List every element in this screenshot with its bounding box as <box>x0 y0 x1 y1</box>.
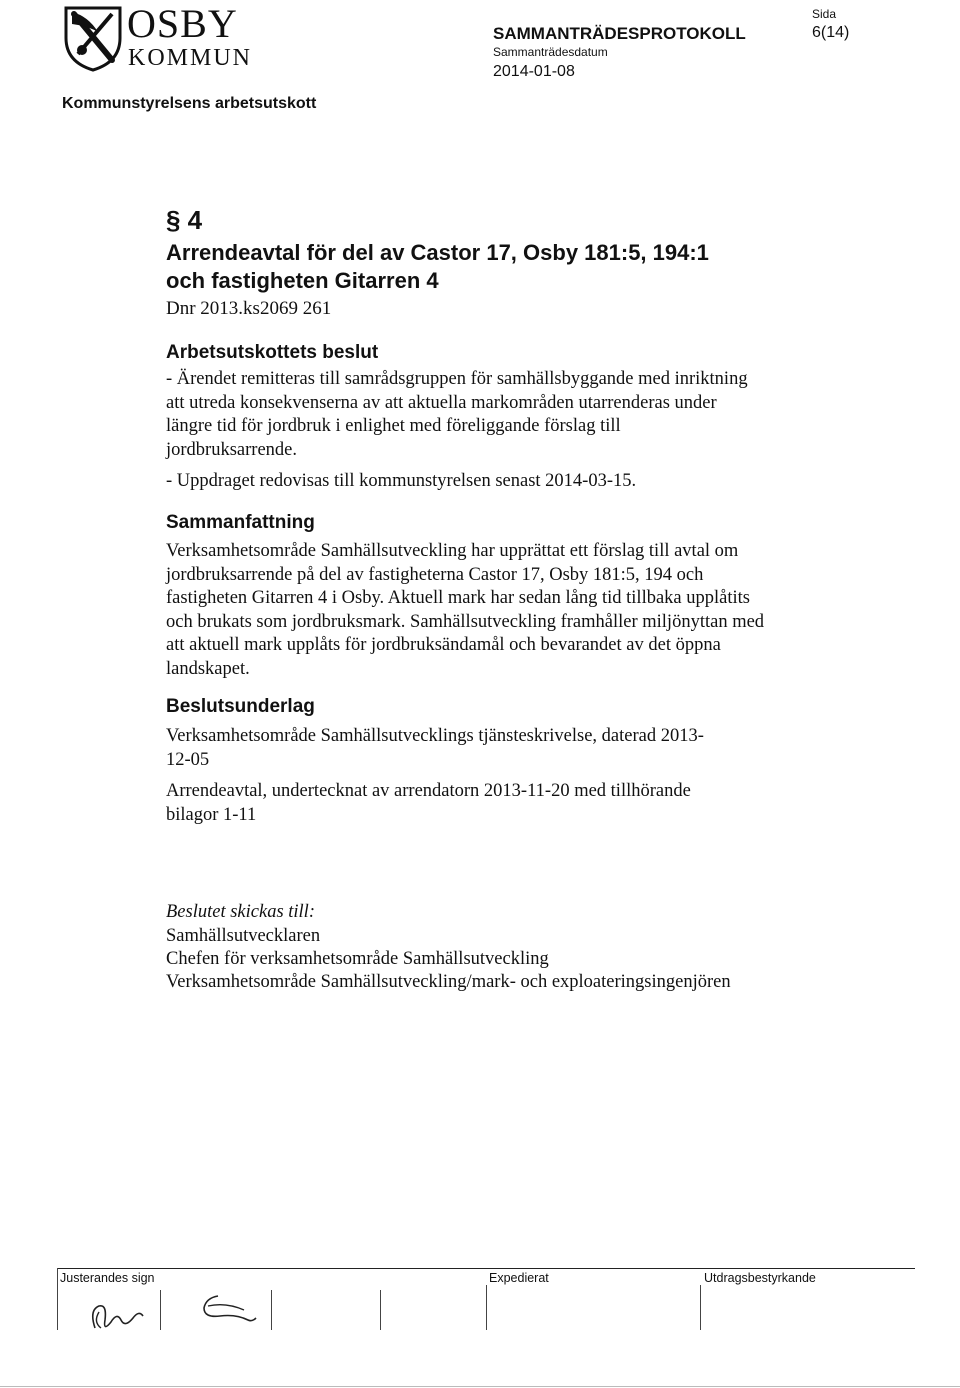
committee-name: Kommunstyrelsens arbetsutskott <box>62 95 317 112</box>
diary-number: Dnr 2013.ks2069 261 <box>166 298 332 319</box>
signature-box-divider <box>271 1290 272 1330</box>
signature-box-divider <box>380 1290 381 1330</box>
distribution-recipient: Verksamhetsområde Samhällsutveckling/mark- och exploateringsingenjören <box>166 972 731 992</box>
case-title-line-1: Arrendeavtal för del av Castor 17, Osby 181:5, 194:1 <box>166 240 709 265</box>
case-title-line-2: och fastigheten Gitarren 4 <box>166 268 439 293</box>
decision-item-2: - Uppdraget redovisas till kommunstyrelsen senast 2014-03-15. <box>166 471 637 491</box>
signature-box-divider <box>700 1285 701 1330</box>
case-title <box>166 239 866 295</box>
page-label: Sida <box>812 7 837 21</box>
org-subname: KOMMUN <box>128 45 253 71</box>
footer-top-rule <box>57 1268 915 1269</box>
signature-box-divider <box>486 1285 487 1330</box>
distribution-recipient: Samhällsutvecklaren <box>166 926 321 946</box>
decision-heading: Arbetsutskottets beslut <box>166 342 379 363</box>
signature-box-divider <box>57 1268 58 1330</box>
org-name: OSBY <box>127 1 238 46</box>
handwritten-initials-signature-1 <box>85 1292 155 1336</box>
decision-item-1: - Ärendet remitteras till samrådsgruppen för samhällsbyggande med inriktning att utreda konsekvenserna av att aktuella markområden utarrenderas under längre tid för jordbruk i enlighet med föreliggande förslag till jordbruksarrende. <box>166 369 748 460</box>
justerandes-sign-label: Justerandes sign <box>60 1271 155 1285</box>
distribution-recipient: Chefen för verksamhetsområde Samhällsutveckling <box>166 949 549 969</box>
utdragsbestyrkande-label: Utdragsbestyrkande <box>704 1271 816 1285</box>
basis-heading: Beslutsunderlag <box>166 696 315 717</box>
document-type: SAMMANTRÄDESPROTOKOLL <box>493 24 746 43</box>
distribution-heading: Beslutet skickas till: <box>166 902 315 922</box>
page-number: 6(14) <box>812 24 850 41</box>
bottom-edge-rule <box>0 1386 960 1387</box>
handwritten-initials-signature-2 <box>196 1290 266 1328</box>
meeting-date: 2014-01-08 <box>493 63 575 80</box>
expedierat-label: Expedierat <box>489 1271 549 1285</box>
summary-heading: Sammanfattning <box>166 512 315 533</box>
summary-text: Verksamhetsområde Samhällsutveckling har upprättat ett förslag till avtal om jordbruksarrende på del av fastigheterna Castor 17, Osby 181:5, 194 och fastigheten Gitarren 4 i Osby. Aktuell mark har sedan lång tid tillbaka upplåtits och brukats som jordbruksmark. Samhällsutveckling framhåller miljönyttan med att aktuell mark upplåts för jordbruksändamål och bevarandet av det öppna landskapet. <box>166 541 765 679</box>
paragraph-number: § 4 <box>166 205 203 235</box>
basis-item-2: Arrendeavtal, undertecknat av arrendatorn 2013-11-20 med tillhörande bilagor 1-11 <box>166 781 691 825</box>
osby-coat-of-arms-logo <box>58 4 128 72</box>
basis-item-1: Verksamhetsområde Samhällsutvecklings tjänsteskrivelse, daterad 2013-12-05 <box>166 726 704 770</box>
meeting-date-label: Sammanträdesdatum <box>493 45 608 59</box>
signature-box-divider <box>160 1290 161 1330</box>
